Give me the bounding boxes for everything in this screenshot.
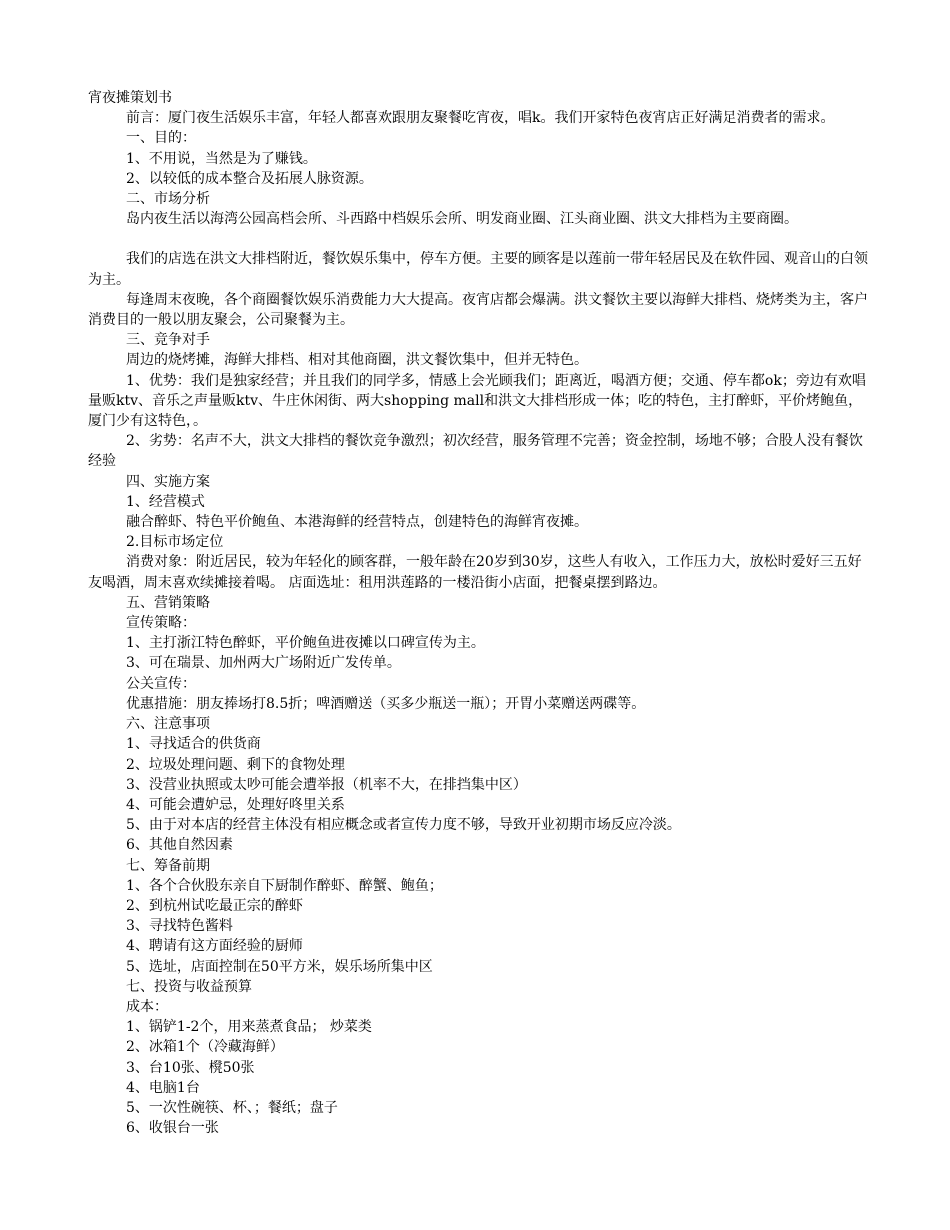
paragraph-line: 1、锅铲1-2个，用来蒸煮食品； 炒菜类: [126, 1019, 372, 1036]
paragraph-line: 六、注意事项: [126, 716, 210, 733]
paragraph-line: 2、冰箱1个（冷藏海鲜）: [126, 1039, 284, 1056]
paragraph-line: 三、竞争对手: [126, 332, 210, 349]
paragraph-line: 4、电脑1台: [126, 1079, 200, 1096]
paragraph-line: 七、投资与收益预算: [126, 978, 252, 995]
paragraph-line: 1、经营模式: [126, 493, 205, 510]
paragraph-line: 消费对象：附近居民，较为年轻化的顾客群，一般年龄在20岁到30岁，这些人有收入，工作压力大，放松时爱好三五好友喝酒，周末喜欢续摊接着喝。 店面选址：租用洪莲路的一楼沿街小店面，把餐桌摆到路边。: [88, 554, 862, 591]
document-page: [88, 88, 868, 1138]
paragraph-line: 前言：厦门夜生活娱乐丰富，年轻人都喜欢跟朋友聚餐吃宵夜，唱k。我们开家特色夜宵店正好满足消费者的需求。: [126, 110, 835, 127]
paragraph-line: 优惠措施：朋友捧场打8.5折；啤酒赠送（买多少瓶送一瓶）；开胃小菜赠送两碟等。: [126, 695, 646, 712]
paragraph-line: 二、市场分析: [126, 191, 210, 208]
paragraph-line: 一、目的：: [126, 130, 196, 147]
paragraph-line: 岛内夜生活以海湾公园高档会所、斗西路中档娱乐会所、明发商业圈、江头商业圈、洪文大排档为主要商圈。: [126, 211, 798, 228]
paragraph-line: 4、聘请有这方面经验的厨师: [126, 938, 303, 955]
paragraph-line: 2、到杭州试吃最正宗的醉虾: [126, 897, 303, 914]
paragraph-line: 2.目标市场定位: [126, 534, 224, 551]
paragraph-line: 6、其他自然因素: [126, 837, 233, 854]
paragraph-line: 周边的烧烤摊，海鲜大排档、相对其他商圈，洪文餐饮集中，但并无特色。: [126, 352, 588, 369]
paragraph-line: 五、营销策略: [126, 594, 210, 611]
paragraph-line: 融合醉虾、特色平价鲍鱼、本港海鲜的经营特点，创建特色的海鲜宵夜摊。: [126, 514, 588, 531]
document-title: 宵夜摊策划书: [88, 90, 172, 106]
paragraph-line: 5、由于对本店的经营主体没有相应概念或者宣传力度不够，导致开业初期市场反应冷淡。: [126, 817, 681, 834]
paragraph-line: 2、以较低的成本整合及拓展人脉资源。: [126, 170, 373, 187]
paragraph-line: 四、实施方案: [126, 473, 210, 490]
paragraph-line: 我们的店选在洪文大排档附近，餐饮娱乐集中，停车方便。主要的顾客是以莲前一带年轻居民及在软件园、观音山的白领为主。: [88, 251, 868, 288]
paragraph-line: 1、优势：我们是独家经营；并且我们的同学多，情感上会光顾我们；距离近，喝酒方便；交通、停车都ok；旁边有欢唱量贩ktv、音乐之声量贩ktv、牛庄休闲街、两大shopping mall和洪文大排档形成一体；吃的特色，主打醉虾，平价烤鲍鱼，厦门少有这特色，。: [88, 372, 866, 430]
paragraph-line: 6、收银台一张: [126, 1120, 219, 1137]
paragraph-line: 宣传策略：: [126, 615, 196, 632]
paragraph-line: 3、没营业执照或太吵可能会遭举报（机率不大，在排挡集中区）: [126, 776, 527, 793]
paragraph-line: 七、筹备前期: [126, 857, 210, 874]
paragraph-line: 公关宣传：: [126, 675, 196, 692]
paragraph-line: 成本：: [126, 998, 168, 1015]
paragraph-line: 1、各个合伙股东亲自下厨制作醉虾、醉蟹、鲍鱼；: [126, 877, 443, 894]
paragraph-line: 2、劣势：名声不大，洪文大排档的餐饮竞争激烈；初次经营，服务管理不完善；资金控制，场地不够；合股人没有餐饮经验: [88, 433, 863, 470]
paragraph-line: 1、主打浙江特色醉虾，平价鲍鱼进夜摊以口碑宣传为主。: [126, 635, 485, 652]
paragraph-line: 3、寻找特色酱料: [126, 918, 233, 935]
paragraph-line: 3、台10张、櫈50张: [126, 1059, 255, 1076]
paragraph-line: 2、垃圾处理问题、剩下的食物处理: [126, 756, 345, 773]
paragraph-line: 3、可在瑞景、加州两大广场附近广发传单。: [126, 655, 401, 672]
paragraph-line: 4、可能会遭妒忌，处理好咚里关系: [126, 796, 345, 813]
paragraph-line: 5、选址，店面控制在50平方米，娱乐场所集中区: [126, 958, 433, 975]
paragraph-line: 1、不用说，当然是为了赚钱。: [126, 150, 317, 167]
paragraph-line: 每逢周末夜晚，各个商圈餐饮娱乐消费能力大大提高。夜宵店都会爆满。洪文餐饮主要以海鲜大排档、烧烤类为主，客户消费目的一般以朋友聚会，公司聚餐为主。: [88, 291, 868, 329]
paragraph-line: 5、一次性碗筷、杯、；餐纸；盘子: [126, 1099, 338, 1116]
paragraph-line: 1、寻找适合的供货商: [126, 736, 261, 753]
blank-line: [88, 229, 868, 249]
document-body: [88, 108, 868, 1138]
